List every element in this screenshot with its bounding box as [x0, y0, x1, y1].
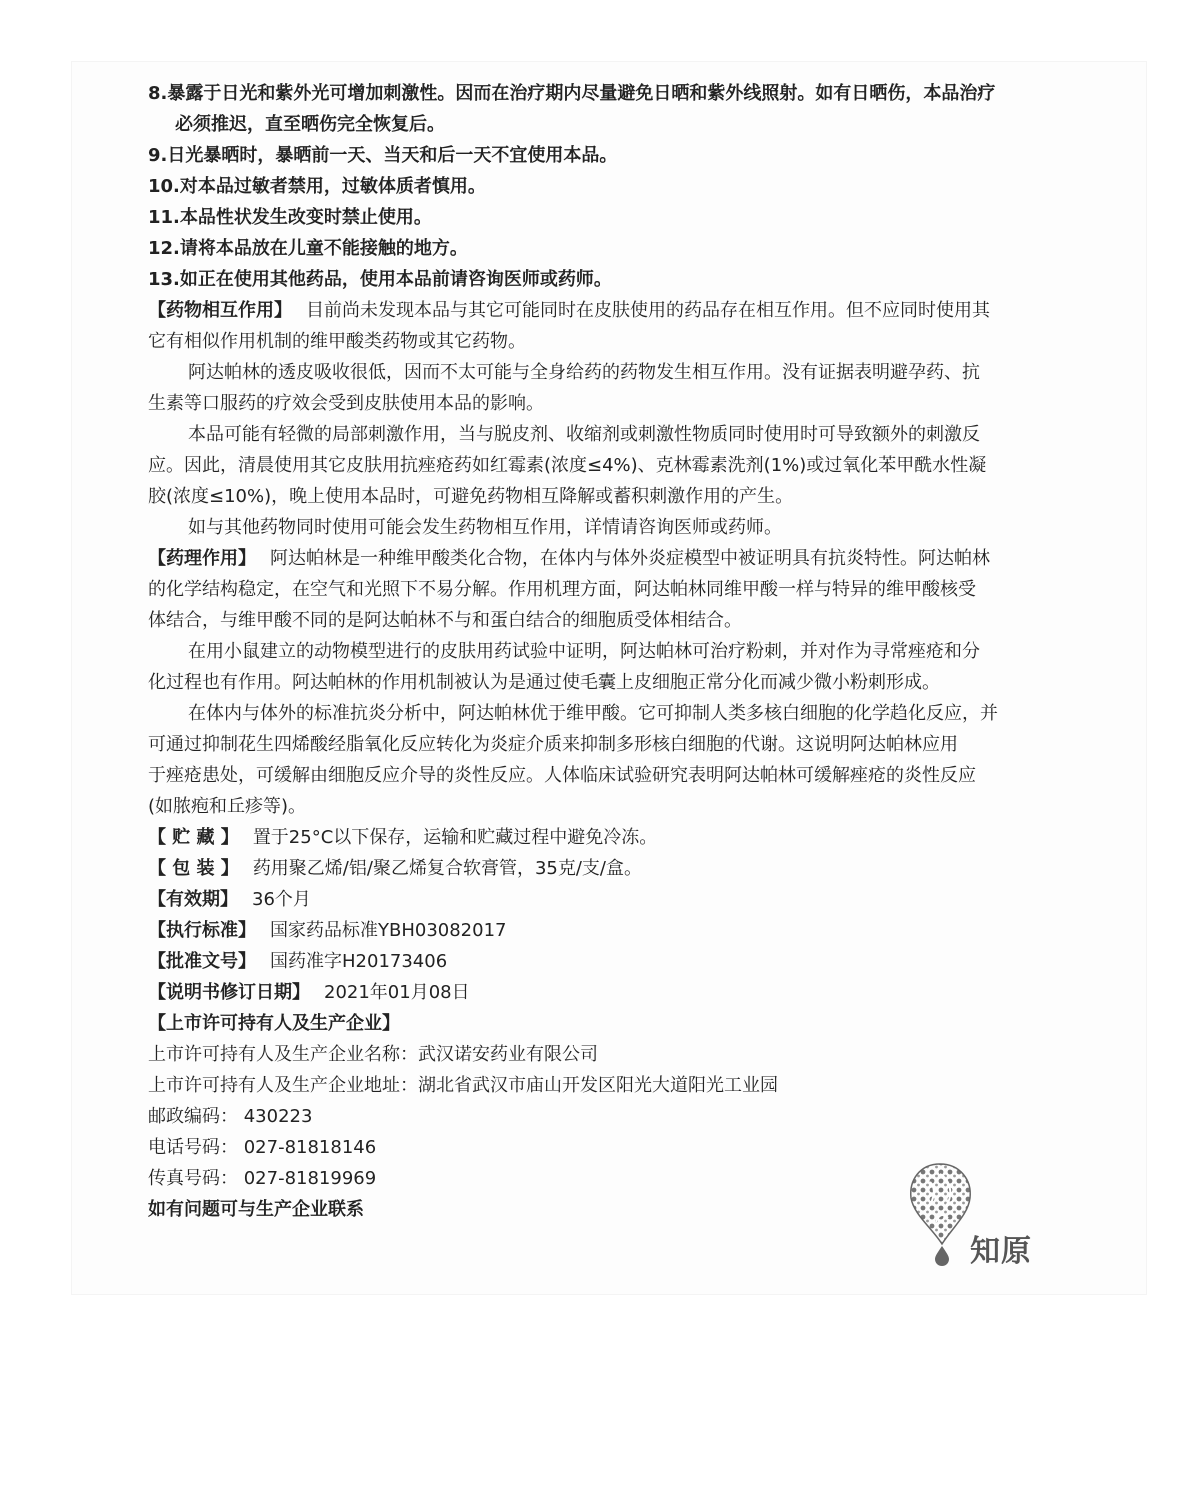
field-value: 国家药品标准YBH03082017: [270, 920, 507, 941]
interactions-label: 【药物相互作用】: [148, 300, 292, 321]
holder-name: 上市许可持有人及生产企业名称：武汉诺安药业有限公司: [148, 1044, 598, 1065]
field-value: 药用聚乙烯/铝/聚乙烯复合软膏管，35克/支/盒。: [252, 858, 642, 879]
pharmacology-paragraph: 可通过抑制花生四烯酸经脂氧化反应转化为炎症介质来抑制多形核白细胞的代谢。这说明阿达帕林应用: [148, 734, 958, 755]
precaution-item: 10.对本品过敏者禁用，过敏体质者慎用。: [148, 176, 486, 197]
interactions-paragraph: 如与其他药物同时使用可能会发生药物相互作用，详情请咨询医师或药师。: [188, 517, 782, 538]
interactions-paragraph: 阿达帕林的透皮吸收很低，因而不太可能与全身给药的药物发生相互作用。没有证据表明避孕药、抗: [188, 362, 980, 383]
pharmacology-paragraph: 在用小鼠建立的动物模型进行的皮肤用药试验中证明，阿达帕林可治疗粉刺，并对作为寻常痤疮和分: [188, 641, 980, 662]
precaution-item: 8.暴露于日光和紫外光可增加刺激性。因而在治疗期内尽量避免日晒和紫外线照射。如有日晒伤，本品治疗: [148, 83, 996, 104]
field-value: 2021年01月08日: [324, 982, 470, 1003]
holder-heading: 【上市许可持有人及生产企业】: [148, 1013, 400, 1034]
precaution-item: 13.如正在使用其他药品，使用本品前请咨询医师或药师。: [148, 269, 612, 290]
brand-name: 知原: [970, 1234, 1032, 1269]
field-standard: [148, 915, 1078, 946]
pharmacology-first-line: [148, 543, 1078, 574]
leaflet-content: [148, 78, 1078, 1225]
pharmacology-paragraph: 于痤疮患处，可缓解由细胞反应介导的炎性反应。人体临床试验研究表明阿达帕林可缓解痤疮的炎性反应: [148, 765, 976, 786]
interactions-first-line: [148, 295, 1078, 326]
pharmacology-label: 【药理作用】: [148, 548, 256, 569]
interactions-text: 它有相似作用机制的维甲酸类药物或其它药物。: [148, 331, 526, 352]
pharmacology-paragraph: 在体内与体外的标准抗炎分析中，阿达帕林优于维甲酸。它可抑制人类多核白细胞的化学趋化反应，并: [188, 703, 998, 724]
field-package: [148, 853, 1078, 884]
field-value: 36个月: [252, 889, 311, 910]
holder-postcode: 邮政编码： 430223: [148, 1106, 313, 1127]
holder-fax: 传真号码： 027-81819969: [148, 1168, 377, 1189]
interactions-paragraph: 本品可能有轻微的局部刺激作用，当与脱皮剂、收缩剂或刺激性物质同时使用时可导致额外的刺激反: [188, 424, 980, 445]
field-label: 【 贮 藏 】: [148, 827, 239, 848]
interactions-paragraph: 应。因此，清晨使用其它皮肤用抗痤疮药如红霉素(浓度≤4%)、克林霉素洗剂(1%)或过氧化苯甲酰水性凝: [148, 455, 987, 476]
field-label: 【有效期】: [148, 889, 238, 910]
brand-logo: [902, 1160, 1052, 1270]
pharmacology-paragraph: 化过程也有作用。阿达帕林的作用机制被认为是通过使毛囊上皮细胞正常分化而减少微小粉刺形成。: [148, 672, 940, 693]
field-validity: [148, 884, 1078, 915]
pharmacology-paragraph: (如脓疱和丘疹等)。: [148, 796, 307, 817]
precaution-item-cont: 必须推迟，直至晒伤完全恢复后。: [175, 114, 445, 135]
field-revision-date: [148, 977, 1078, 1008]
interactions-paragraph: 生素等口服药的疗效会受到皮肤使用本品的影响。: [148, 393, 544, 414]
precaution-item: 11.本品性状发生改变时禁止使用。: [148, 207, 432, 228]
holder-address: 上市许可持有人及生产企业地址：湖北省武汉市庙山开发区阳光大道阳光工业园: [148, 1075, 778, 1096]
interactions-paragraph: 胶(浓度≤10%)，晚上使用本品时，可避免药物相互降解或蓄积刺激作用的产生。: [148, 486, 794, 507]
field-label: 【执行标准】: [148, 920, 256, 941]
precaution-item: 12.请将本品放在儿童不能接触的地方。: [148, 238, 468, 259]
field-label: 【批准文号】: [148, 951, 256, 972]
field-storage: [148, 822, 1078, 853]
holder-phone: 电话号码： 027-81818146: [148, 1137, 377, 1158]
contact-note: 如有问题可与生产企业联系: [148, 1199, 364, 1220]
pharmacology-text: 阿达帕林是一种维甲酸类化合物，在体内与体外炎症模型中被证明具有抗炎特性。阿达帕林: [270, 548, 990, 569]
field-label: 【 包 装 】: [148, 858, 239, 879]
field-label: 【说明书修订日期】: [148, 982, 310, 1003]
field-approval: [148, 946, 1078, 977]
pharmacology-text: 体结合，与维甲酸不同的是阿达帕林不与和蛋白结合的细胞质受体相结合。: [148, 610, 742, 631]
pharmacology-text: 的化学结构稳定，在空气和光照下不易分解。作用机理方面，阿达帕林同维甲酸一样与特异的维甲酸核受: [148, 579, 976, 600]
interactions-text: 目前尚未发现本品与其它可能同时在皮肤使用的药品存在相互作用。但不应同时使用其: [306, 300, 990, 321]
precaution-item: 9.日光暴晒时，暴晒前一天、当天和后一天不宜使用本品。: [148, 145, 618, 166]
field-value: 置于25°C以下保存，运输和贮藏过程中避免冷冻。: [252, 827, 658, 848]
field-value: 国药准字H20173406: [270, 951, 448, 972]
